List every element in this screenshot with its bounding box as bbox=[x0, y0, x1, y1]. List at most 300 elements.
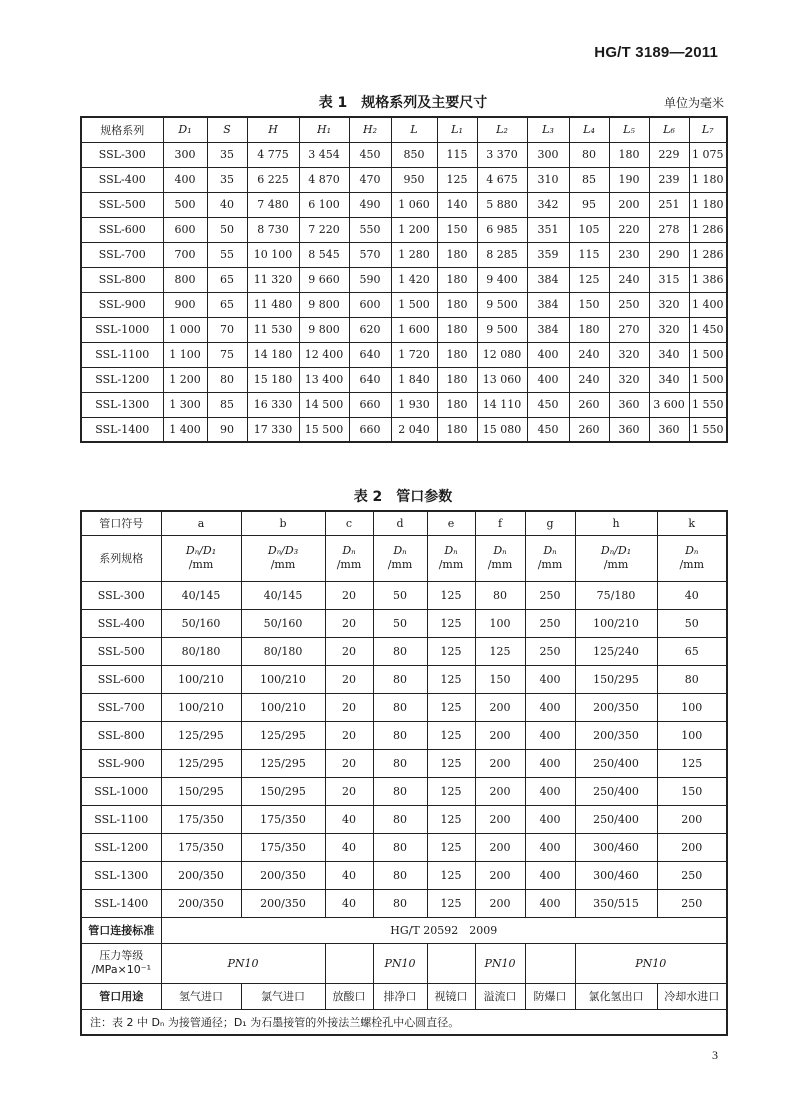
table1-cell: 1 386 bbox=[689, 267, 727, 292]
table1-cell: 90 bbox=[207, 417, 247, 442]
table1-spec-cell: SSL-1400 bbox=[81, 417, 163, 442]
table2-spec-cell: SSL-800 bbox=[81, 721, 161, 749]
table2-spec-cell: SSL-700 bbox=[81, 693, 161, 721]
table1-cell: 620 bbox=[349, 317, 391, 342]
table2-cell: 125 bbox=[475, 637, 525, 665]
table1-cell: 320 bbox=[609, 342, 649, 367]
table1-spec-cell: SSL-300 bbox=[81, 142, 163, 167]
table1-cell: 340 bbox=[649, 367, 689, 392]
table1-caption bbox=[80, 92, 726, 114]
table1-cell: 320 bbox=[609, 367, 649, 392]
table1-cell: 140 bbox=[437, 192, 477, 217]
standard-value: HG/T 20592 2009 bbox=[161, 917, 727, 943]
port-dim-g: Dₙ /mm bbox=[525, 535, 575, 581]
table1-cell: 260 bbox=[569, 392, 609, 417]
table2-cell: 100 bbox=[657, 693, 727, 721]
table1-cell: 950 bbox=[391, 167, 437, 192]
table2-cell: 250/400 bbox=[575, 749, 657, 777]
table1-cell: 11 530 bbox=[247, 317, 299, 342]
table1-col-header: H bbox=[247, 117, 299, 142]
table1-cell: 450 bbox=[349, 142, 391, 167]
table1-spec-cell: SSL-600 bbox=[81, 217, 163, 242]
table1-cell: 9 660 bbox=[299, 267, 349, 292]
table2-cell: 125 bbox=[427, 805, 475, 833]
table1-cell: 12 080 bbox=[477, 342, 527, 367]
table2-cell: 200 bbox=[475, 889, 525, 917]
table1-cell: 9 500 bbox=[477, 317, 527, 342]
table1-cell: 1 200 bbox=[391, 217, 437, 242]
table1-spec-cell: SSL-1100 bbox=[81, 342, 163, 367]
table2-cell: 20 bbox=[325, 581, 373, 609]
table1-cell: 660 bbox=[349, 392, 391, 417]
table1-cell: 400 bbox=[527, 342, 569, 367]
table2-cell: 40/145 bbox=[241, 581, 325, 609]
table1-cell: 3 600 bbox=[649, 392, 689, 417]
table2-cell: 200 bbox=[657, 805, 727, 833]
table1-cell: 3 370 bbox=[477, 142, 527, 167]
table1-cell: 11 480 bbox=[247, 292, 299, 317]
table1-cell: 351 bbox=[527, 217, 569, 242]
port-symbol-f: f bbox=[475, 511, 525, 535]
table1-cell: 500 bbox=[163, 192, 207, 217]
table2-cell: 250/400 bbox=[575, 777, 657, 805]
table1-cell: 384 bbox=[527, 267, 569, 292]
table1-cell: 450 bbox=[527, 392, 569, 417]
table1-col-header: H₂ bbox=[349, 117, 391, 142]
table1-cell: 315 bbox=[649, 267, 689, 292]
table1-cell: 640 bbox=[349, 367, 391, 392]
port-dim-a: Dₙ/D₁ /mm bbox=[161, 535, 241, 581]
table2-cell: 200 bbox=[475, 721, 525, 749]
usage-k: 冷却水进口 bbox=[657, 983, 727, 1009]
table2-cell: 250 bbox=[657, 861, 727, 889]
table2-row bbox=[81, 889, 727, 917]
table2-cell: 50 bbox=[373, 609, 427, 637]
table2-corner-bottom: 系列规格 bbox=[81, 535, 161, 581]
table1-cell: 65 bbox=[207, 292, 247, 317]
table1-cell: 9 800 bbox=[299, 292, 349, 317]
table2-dim-row bbox=[81, 535, 727, 581]
table1-cell: 290 bbox=[649, 242, 689, 267]
table1-cell: 115 bbox=[569, 242, 609, 267]
table1-cell: 240 bbox=[569, 342, 609, 367]
table2-cell: 40 bbox=[325, 889, 373, 917]
table2-cell: 125 bbox=[657, 749, 727, 777]
table1-cell: 7 220 bbox=[299, 217, 349, 242]
pressure-empty-c bbox=[325, 943, 373, 983]
table1-cell: 1 450 bbox=[689, 317, 727, 342]
table2-spec-cell: SSL-1000 bbox=[81, 777, 161, 805]
table1-cell: 1 400 bbox=[689, 292, 727, 317]
table2-cell: 20 bbox=[325, 609, 373, 637]
table1-cell: 80 bbox=[207, 367, 247, 392]
table2-cell: 250 bbox=[657, 889, 727, 917]
table2-spec-cell: SSL-400 bbox=[81, 609, 161, 637]
table1-cell: 9 500 bbox=[477, 292, 527, 317]
table1-col-header: D₁ bbox=[163, 117, 207, 142]
table1-cell: 180 bbox=[437, 242, 477, 267]
table2-row bbox=[81, 777, 727, 805]
table2-cell: 175/350 bbox=[241, 833, 325, 861]
table1-spec-cell: SSL-400 bbox=[81, 167, 163, 192]
table1-cell: 95 bbox=[569, 192, 609, 217]
table2-cell: 400 bbox=[525, 721, 575, 749]
table2-cell: 100/210 bbox=[161, 693, 241, 721]
table1-cell: 320 bbox=[649, 292, 689, 317]
table1-cell: 85 bbox=[569, 167, 609, 192]
port-dim-b: Dₙ/D₃ /mm bbox=[241, 535, 325, 581]
table1-col-header: H₁ bbox=[299, 117, 349, 142]
table1-cell: 7 480 bbox=[247, 192, 299, 217]
table2-cell: 400 bbox=[525, 833, 575, 861]
table2-cell: 80 bbox=[475, 581, 525, 609]
table1-cell: 251 bbox=[649, 192, 689, 217]
table2-cell: 400 bbox=[525, 861, 575, 889]
table1-cell: 1 420 bbox=[391, 267, 437, 292]
table1-cell: 1 500 bbox=[689, 367, 727, 392]
table2-cell: 400 bbox=[525, 749, 575, 777]
table1-cell: 180 bbox=[437, 367, 477, 392]
table1-cell: 2 040 bbox=[391, 417, 437, 442]
table1-cell: 1 550 bbox=[689, 417, 727, 442]
table1-row bbox=[81, 417, 727, 442]
table1-cell: 700 bbox=[163, 242, 207, 267]
table2-cell: 80 bbox=[657, 665, 727, 693]
table1-row bbox=[81, 217, 727, 242]
table2-symbol-row bbox=[81, 511, 727, 535]
table2-spec-cell: SSL-1400 bbox=[81, 889, 161, 917]
table2-cell: 200/350 bbox=[161, 861, 241, 889]
table2-cell: 150 bbox=[475, 665, 525, 693]
table1-col-header: L bbox=[391, 117, 437, 142]
table2-cell: 80 bbox=[373, 749, 427, 777]
table1-cell: 15 080 bbox=[477, 417, 527, 442]
table2-cell: 200 bbox=[475, 861, 525, 889]
table1-cell: 1 180 bbox=[689, 192, 727, 217]
table1-cell: 229 bbox=[649, 142, 689, 167]
table2-cell: 125/295 bbox=[161, 749, 241, 777]
table2-title: 表 2 管口参数 bbox=[353, 489, 453, 505]
page-number: 3 bbox=[712, 1048, 718, 1062]
table1-cell: 250 bbox=[609, 292, 649, 317]
usage-f: 溢流口 bbox=[475, 983, 525, 1009]
table2-row bbox=[81, 581, 727, 609]
table1-cell: 310 bbox=[527, 167, 569, 192]
table2-cell: 80 bbox=[373, 805, 427, 833]
table2-cell: 125 bbox=[427, 833, 475, 861]
port-dim-k: Dₙ /mm bbox=[657, 535, 727, 581]
table1-spec-cell: SSL-900 bbox=[81, 292, 163, 317]
table2-cell: 20 bbox=[325, 777, 373, 805]
table1-cell: 384 bbox=[527, 317, 569, 342]
table1-cell: 1 075 bbox=[689, 142, 727, 167]
table2-cell: 175/350 bbox=[161, 833, 241, 861]
table1-cell: 65 bbox=[207, 267, 247, 292]
table2-cell: 125 bbox=[427, 609, 475, 637]
table1-cell: 239 bbox=[649, 167, 689, 192]
table2-cell: 150 bbox=[657, 777, 727, 805]
port-dim-c: Dₙ /mm bbox=[325, 535, 373, 581]
port-symbol-k: k bbox=[657, 511, 727, 535]
table1-cell: 14 110 bbox=[477, 392, 527, 417]
table2-cell: 125 bbox=[427, 861, 475, 889]
table1-spec-cell: SSL-700 bbox=[81, 242, 163, 267]
table2-cell: 80/180 bbox=[241, 637, 325, 665]
table2-cell: 175/350 bbox=[241, 805, 325, 833]
table1-cell: 359 bbox=[527, 242, 569, 267]
table2-cell: 200 bbox=[475, 693, 525, 721]
table2-cell: 40 bbox=[325, 861, 373, 889]
table1-cell: 900 bbox=[163, 292, 207, 317]
table2-corner-top: 管口符号 bbox=[81, 511, 161, 535]
table1-cell: 35 bbox=[207, 142, 247, 167]
table2-row bbox=[81, 609, 727, 637]
pressure-label: 压力等级 /MPa×10⁻¹ bbox=[81, 943, 161, 983]
table1-cell: 360 bbox=[609, 417, 649, 442]
table1-cell: 550 bbox=[349, 217, 391, 242]
table2-note: 注：表 2 中 Dₙ 为接管通径；D₁ 为石墨接管的外接法兰螺栓孔中心圆直径。 bbox=[81, 1009, 727, 1035]
usage-g: 防爆口 bbox=[525, 983, 575, 1009]
table2-cell: 80 bbox=[373, 721, 427, 749]
table2-cell: 125 bbox=[427, 889, 475, 917]
table1-cell: 230 bbox=[609, 242, 649, 267]
table1-cell: 12 400 bbox=[299, 342, 349, 367]
table2-cell: 300/460 bbox=[575, 861, 657, 889]
port-symbol-d: d bbox=[373, 511, 427, 535]
table1-cell: 3 454 bbox=[299, 142, 349, 167]
table2-cell: 80 bbox=[373, 665, 427, 693]
pressure-empty-e bbox=[427, 943, 475, 983]
table1-cell: 1 180 bbox=[689, 167, 727, 192]
table1-cell: 278 bbox=[649, 217, 689, 242]
table2-cell: 125/295 bbox=[241, 749, 325, 777]
table1-cell: 70 bbox=[207, 317, 247, 342]
table1-cell: 800 bbox=[163, 267, 207, 292]
table2-cell: 40 bbox=[325, 833, 373, 861]
table1-cell: 300 bbox=[527, 142, 569, 167]
table2-cell: 125 bbox=[427, 777, 475, 805]
table1-cell: 1 300 bbox=[163, 392, 207, 417]
table1-title: 表 1 规格系列及主要尺寸 bbox=[318, 95, 488, 111]
table1-cell: 590 bbox=[349, 267, 391, 292]
port-dim-h: Dₙ/D₁ /mm bbox=[575, 535, 657, 581]
table1-col-spec: 规格系列 bbox=[81, 117, 163, 142]
table1-cell: 85 bbox=[207, 392, 247, 417]
table1-cell: 13 060 bbox=[477, 367, 527, 392]
table2-cell: 150/295 bbox=[161, 777, 241, 805]
table2-cell: 400 bbox=[525, 805, 575, 833]
table1-cell: 8 730 bbox=[247, 217, 299, 242]
table2-cell: 80 bbox=[373, 693, 427, 721]
table1-cell: 11 320 bbox=[247, 267, 299, 292]
table2-cell: 200 bbox=[657, 833, 727, 861]
table2-cell: 150/295 bbox=[241, 777, 325, 805]
table2-cell: 250/400 bbox=[575, 805, 657, 833]
table1-cell: 400 bbox=[163, 167, 207, 192]
table1-cell: 4 675 bbox=[477, 167, 527, 192]
table1-cell: 360 bbox=[609, 392, 649, 417]
table2-cell: 400 bbox=[525, 693, 575, 721]
table2-cell: 400 bbox=[525, 889, 575, 917]
table1-cell: 1 280 bbox=[391, 242, 437, 267]
port-symbol-h: h bbox=[575, 511, 657, 535]
table1-cell: 14 500 bbox=[299, 392, 349, 417]
table1-cell: 115 bbox=[437, 142, 477, 167]
table1-cell: 384 bbox=[527, 292, 569, 317]
port-dim-e: Dₙ /mm bbox=[427, 535, 475, 581]
table1-spec-cell: SSL-500 bbox=[81, 192, 163, 217]
table1-cell: 6 985 bbox=[477, 217, 527, 242]
table1-cell: 13 400 bbox=[299, 367, 349, 392]
table1-spec-cell: SSL-1300 bbox=[81, 392, 163, 417]
usage-e: 视镜口 bbox=[427, 983, 475, 1009]
table1-cell: 50 bbox=[207, 217, 247, 242]
table2-cell: 125 bbox=[427, 749, 475, 777]
table2-row bbox=[81, 805, 727, 833]
table1-spec-cell: SSL-1000 bbox=[81, 317, 163, 342]
table1-row bbox=[81, 192, 727, 217]
table1-cell: 105 bbox=[569, 217, 609, 242]
table2-cell: 125 bbox=[427, 693, 475, 721]
table1-col-header: L₃ bbox=[527, 117, 569, 142]
table2-row bbox=[81, 693, 727, 721]
table2-usage-row bbox=[81, 983, 727, 1009]
table2-spec-cell: SSL-1100 bbox=[81, 805, 161, 833]
table1-cell: 600 bbox=[163, 217, 207, 242]
table1-spec-cell: SSL-800 bbox=[81, 267, 163, 292]
table1-row bbox=[81, 292, 727, 317]
pressure-value-hk: PN10 bbox=[575, 943, 727, 983]
standard-label: 管口连接标准 bbox=[81, 917, 161, 943]
table1-cell: 10 100 bbox=[247, 242, 299, 267]
table2-row bbox=[81, 833, 727, 861]
table1-cell: 320 bbox=[649, 317, 689, 342]
table1-cell: 600 bbox=[349, 292, 391, 317]
table1-cell: 55 bbox=[207, 242, 247, 267]
table1-col-header: L₅ bbox=[609, 117, 649, 142]
table1-cell: 6 100 bbox=[299, 192, 349, 217]
table1-cell: 660 bbox=[349, 417, 391, 442]
table1-cell: 1 000 bbox=[163, 317, 207, 342]
table1-row bbox=[81, 317, 727, 342]
table2-cell: 100 bbox=[475, 609, 525, 637]
table2-cell: 125 bbox=[427, 721, 475, 749]
table1-cell: 180 bbox=[437, 392, 477, 417]
table1-cell: 1 400 bbox=[163, 417, 207, 442]
table2-cell: 125 bbox=[427, 665, 475, 693]
pressure-value-d: PN10 bbox=[373, 943, 427, 983]
table1-cell: 200 bbox=[609, 192, 649, 217]
table1-cell: 180 bbox=[437, 417, 477, 442]
table2 bbox=[80, 510, 728, 1036]
port-dim-f: Dₙ /mm bbox=[475, 535, 525, 581]
table2-cell: 20 bbox=[325, 637, 373, 665]
table2-cell: 40/145 bbox=[161, 581, 241, 609]
table1-cell: 4 870 bbox=[299, 167, 349, 192]
table2-cell: 125/240 bbox=[575, 637, 657, 665]
table1-cell: 300 bbox=[163, 142, 207, 167]
table2-cell: 200/350 bbox=[161, 889, 241, 917]
table1-cell: 570 bbox=[349, 242, 391, 267]
table1-cell: 75 bbox=[207, 342, 247, 367]
table1-cell: 470 bbox=[349, 167, 391, 192]
table2-spec-cell: SSL-900 bbox=[81, 749, 161, 777]
table2-row bbox=[81, 637, 727, 665]
table2-cell: 80/180 bbox=[161, 637, 241, 665]
table2-cell: 40 bbox=[325, 805, 373, 833]
table1-cell: 16 330 bbox=[247, 392, 299, 417]
table2-cell: 200 bbox=[475, 833, 525, 861]
pressure-empty-g bbox=[525, 943, 575, 983]
table2-cell: 65 bbox=[657, 637, 727, 665]
table1-cell: 150 bbox=[437, 217, 477, 242]
table1-cell: 1 100 bbox=[163, 342, 207, 367]
table1-cell: 15 180 bbox=[247, 367, 299, 392]
usage-c: 放酸口 bbox=[325, 983, 373, 1009]
table1-unit-note: 单位为毫米 bbox=[663, 96, 724, 110]
table2-spec-cell: SSL-1200 bbox=[81, 833, 161, 861]
table2-cell: 200/350 bbox=[575, 693, 657, 721]
table2-cell: 50 bbox=[657, 609, 727, 637]
table2-cell: 125 bbox=[427, 637, 475, 665]
standard-code: HG/T 3189—2011 bbox=[594, 44, 718, 61]
table1-cell: 270 bbox=[609, 317, 649, 342]
table2-row bbox=[81, 861, 727, 889]
table1-cell: 17 330 bbox=[247, 417, 299, 442]
table1-cell: 80 bbox=[569, 142, 609, 167]
table2-cell: 100 bbox=[657, 721, 727, 749]
table1-cell: 1 600 bbox=[391, 317, 437, 342]
table2-cell: 50/160 bbox=[241, 609, 325, 637]
table2-cell: 100/210 bbox=[241, 693, 325, 721]
table2-row bbox=[81, 749, 727, 777]
table2-cell: 200/350 bbox=[241, 889, 325, 917]
table1-cell: 180 bbox=[569, 317, 609, 342]
table1-col-header: L₇ bbox=[689, 117, 727, 142]
table2-pressure-row bbox=[81, 943, 727, 983]
table1-cell: 360 bbox=[649, 417, 689, 442]
table1-cell: 8 545 bbox=[299, 242, 349, 267]
table2-cell: 300/460 bbox=[575, 833, 657, 861]
usage-label: 管口用途 bbox=[81, 983, 161, 1009]
table2-cell: 80 bbox=[373, 861, 427, 889]
table1-cell: 5 880 bbox=[477, 192, 527, 217]
table1-cell: 180 bbox=[437, 292, 477, 317]
table2-cell: 100/210 bbox=[575, 609, 657, 637]
table1-cell: 1 286 bbox=[689, 242, 727, 267]
table1-cell: 9 400 bbox=[477, 267, 527, 292]
table1-cell: 640 bbox=[349, 342, 391, 367]
table2-cell: 125/295 bbox=[161, 721, 241, 749]
table1-col-header: S bbox=[207, 117, 247, 142]
table2-cell: 250 bbox=[525, 609, 575, 637]
table2-cell: 250 bbox=[525, 581, 575, 609]
table2-caption bbox=[80, 486, 726, 508]
table1-col-header: L₄ bbox=[569, 117, 609, 142]
table1-cell: 1 500 bbox=[391, 292, 437, 317]
usage-h: 氯化氢出口 bbox=[575, 983, 657, 1009]
table1-cell: 220 bbox=[609, 217, 649, 242]
table1-cell: 180 bbox=[437, 342, 477, 367]
port-symbol-g: g bbox=[525, 511, 575, 535]
table1-cell: 1 060 bbox=[391, 192, 437, 217]
table1-row bbox=[81, 392, 727, 417]
table1-cell: 1 720 bbox=[391, 342, 437, 367]
table2-cell: 350/515 bbox=[575, 889, 657, 917]
table1-cell: 342 bbox=[527, 192, 569, 217]
table2-cell: 200 bbox=[475, 805, 525, 833]
table1-cell: 125 bbox=[569, 267, 609, 292]
